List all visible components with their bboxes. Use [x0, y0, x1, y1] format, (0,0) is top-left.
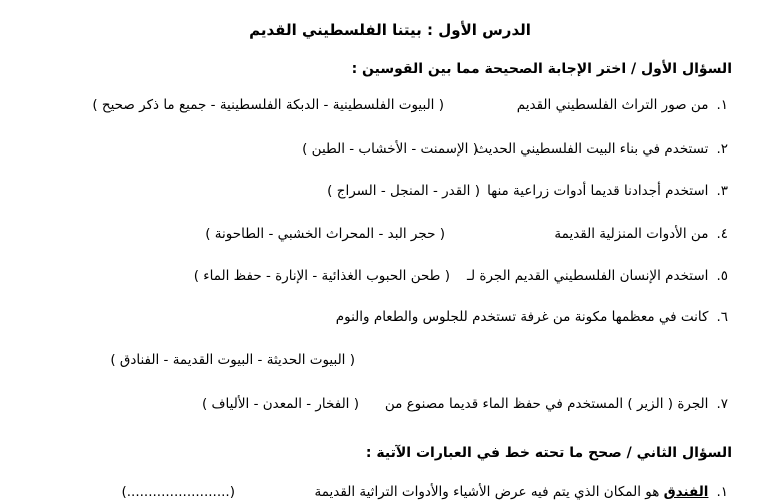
question-6-options: ( البيوت الحديثة - البيوت القديمة - الفنادق ) [110, 352, 355, 368]
question-text: استخدم الإنسان الفلسطيني القديم الجرة لـ [467, 268, 709, 284]
question-4 [554, 224, 728, 244]
question-text: استخدم أجدادنا قديما أدوات زراعية منها [487, 183, 709, 199]
question-3 [487, 181, 728, 201]
lesson-title: الدرس الأول : بيتنا الفلسطيني القديم [249, 21, 531, 39]
question-number: ١. [716, 97, 728, 113]
question-7-options: ( الفخار - المعدن - الألياف ) [202, 396, 359, 412]
question-number: ٥. [716, 268, 728, 284]
question-number: ٣. [716, 183, 728, 199]
section2-heading: السؤال الثاني / صحح ما تحته خط في العبارات الآتية : [365, 445, 732, 461]
question-4-options: ( حجر البد - المحراث الخشبي - الطاحونة ) [205, 226, 445, 242]
question-3-options: ( القدر - المنجل - السراج ) [327, 183, 480, 199]
question-text: من الأدوات المنزلية القديمة [554, 226, 709, 242]
correction-item-1 [315, 482, 729, 500]
question-text: الجرة ( الزير ) المستخدم في حفظ الماء قديما مصنوع من [384, 396, 709, 412]
question-number: ٢. [716, 141, 728, 157]
question-text: من صور التراث الفلسطيني القديم [516, 97, 709, 113]
item-text: هو المكان الذي يتم فيه عرض الأشياء والأدوات التراثية القديمة [314, 484, 660, 500]
underlined-word: الفندق [663, 484, 709, 500]
question-1 [517, 95, 728, 115]
question-number: ٦. [716, 309, 728, 325]
question-2-options: ( الإسمنت - الأخشاب - الطين ) [302, 141, 478, 157]
question-2 [475, 139, 728, 159]
question-7 [385, 394, 728, 414]
question-text: تستخدم في بناء البيت الفلسطيني الحديث [475, 141, 709, 157]
question-number: ٤. [716, 226, 728, 242]
question-1-options: ( البيوت الفلسطينية - الدبكة الفلسطينية - جميع ما ذكر صحيح ) [92, 97, 444, 113]
question-5-options: ( طحن الحبوب الغذائية - الإنارة - حفظ الماء ) [193, 268, 450, 284]
section1-heading: السؤال الأول / اختر الإجابة الصحيحة مما بين القوسين : [351, 61, 732, 77]
question-text: كانت في معظمها مكونة من غرفة تستخدم للجلوس والطعام والنوم [335, 309, 709, 325]
answer-blank[interactable]: (........................) [121, 484, 235, 500]
question-5 [467, 266, 728, 286]
question-number: ٧. [716, 396, 728, 412]
item-number: ١. [716, 484, 728, 500]
question-6 [336, 307, 728, 327]
